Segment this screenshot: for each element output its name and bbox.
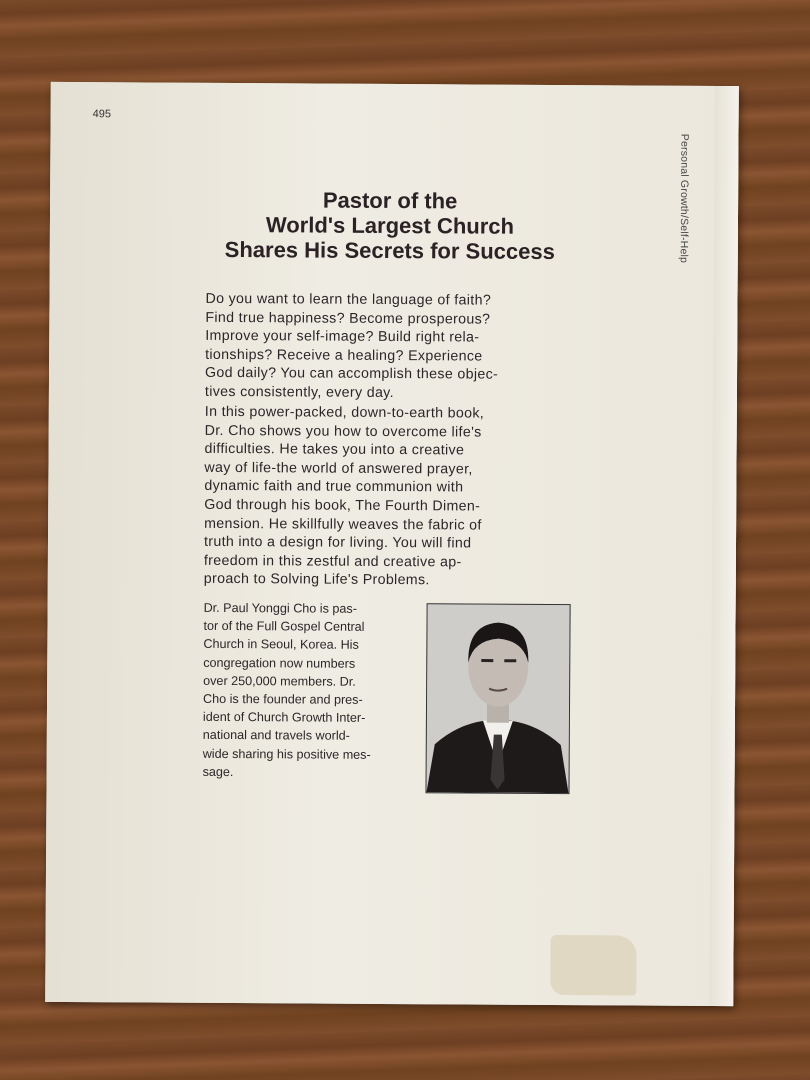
- text-line: over 250,000 members. Dr.: [203, 673, 356, 689]
- text-line: congregation now numbers: [203, 655, 356, 671]
- headline-line: Pastor of the: [322, 187, 458, 214]
- text-line: God daily? You can accomplish these objec-: [204, 365, 499, 384]
- text-line: Dr. Cho shows you how to overcome life's: [204, 422, 482, 441]
- text-line: sage.: [202, 764, 234, 779]
- text-line: dynamic faith and true communion with: [204, 478, 464, 496]
- text-line: ident of Church Growth Inter-: [202, 710, 366, 726]
- spine-edge: [709, 86, 739, 1006]
- text-line: Find true happiness? Become prosperous?: [205, 309, 491, 328]
- text-line: wide sharing his positive mes-: [202, 746, 371, 762]
- text-line: freedom in this zestful and creative ap-: [203, 552, 462, 571]
- text-line: Dr. Paul Yonggi Cho is pas-: [203, 600, 357, 616]
- text-line: tor of the Full Gospel Central: [203, 619, 365, 635]
- text-line: tionships? Receive a healing? Experience: [205, 346, 483, 365]
- headline-line: Shares His Secrets for Success: [224, 236, 555, 264]
- text-line: truth into a design for living. You will find: [203, 534, 472, 552]
- text-line: difficulties. He takes you into a creative: [204, 441, 465, 459]
- text-line: Improve your self-image? Build right rela-: [205, 328, 480, 346]
- text-line: God through his book, The Fourth Dimen-: [204, 496, 481, 515]
- text-line: In this power-packed, down-to-earth book,: [204, 403, 485, 422]
- book-back-cover: [45, 82, 739, 1006]
- page-number: 495: [92, 108, 112, 121]
- paragraph-description: [204, 403, 484, 591]
- text-line: Church in Seoul, Korea. His: [203, 637, 359, 653]
- tape-stain: [550, 935, 636, 996]
- text-line: proach to Solving Life's Problems.: [203, 571, 430, 589]
- headline-line: World's Largest Church: [265, 212, 515, 239]
- category-label: Personal Growth/Self-Help: [677, 133, 691, 264]
- text-line: national and travels world-: [202, 728, 350, 744]
- cover-headline: [150, 187, 630, 265]
- text-line: mension. He skillfully weaves the fabric of: [204, 515, 482, 534]
- author-bio: [203, 599, 424, 782]
- paragraph-intro: [205, 290, 499, 403]
- author-portrait: [425, 603, 570, 794]
- text-line: Cho is the founder and pres-: [203, 691, 363, 707]
- text-line: Do you want to learn the language of faith?: [205, 290, 492, 309]
- text-line: way of life-the world of answered prayer,: [204, 459, 473, 478]
- text-line: tives consistently, every day.: [204, 383, 394, 401]
